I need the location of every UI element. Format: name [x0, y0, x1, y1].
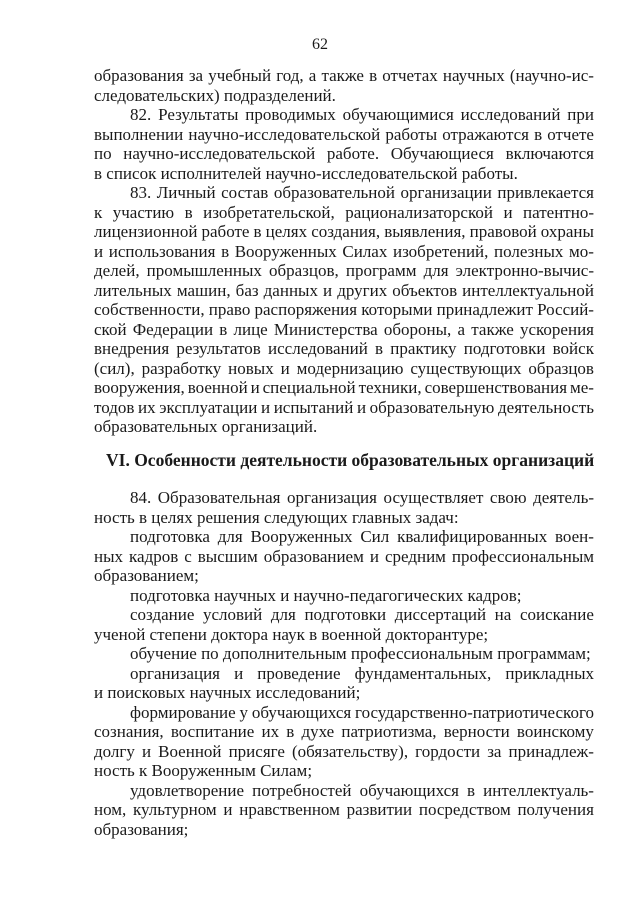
paragraph [94, 105, 594, 183]
page-number: 62 [312, 36, 328, 53]
text-line: ность к Вооруженным Силам; [94, 761, 313, 780]
paragraph [94, 703, 594, 781]
section-heading: VI. Особенности деятельности образовательных организаций [106, 449, 595, 470]
text-line: ном, культурном и нравственном развитии посредством получения [94, 800, 594, 819]
text-line: подготовка научных и научно-педагогических кадров; [130, 585, 522, 605]
paragraph [94, 586, 594, 606]
text-line: ность в целях решения следующих главных задач: [94, 507, 459, 527]
text-line: 84. Образовательная организация осуществляет свою деятель- [130, 488, 594, 507]
text-line: образовательных организаций. [94, 417, 318, 436]
text-line: внедрения результатов исследований в практику подготовки войск [94, 339, 594, 358]
text-line: делей, промышленных образцов, программ для электронно-вычис- [94, 261, 594, 280]
text-line: ученой степени доктора наук в военной докторантуре; [94, 624, 489, 644]
paragraph [94, 527, 594, 586]
text-line: по научно-исследовательской работе. Обучающиеся включаются [94, 144, 594, 163]
text-line: долгу и Военной присяге (обязательству), гордости за принадлеж- [94, 741, 594, 761]
text-line: образования за учебный год, а также в отчетах научных (научно-ис- [94, 66, 594, 85]
paragraph [94, 488, 594, 527]
text-line: удовлетворение потребностей обучающихся в интеллектуаль- [130, 780, 594, 800]
text-line: тодов их эксплуатации и испытаний и образовательную деятельность [94, 397, 594, 417]
text-line: сознания, воспитание их в духе патриотизма, верности воинскому [94, 722, 594, 741]
text-line: образованием; [94, 566, 199, 585]
text-line: 83. Личный состав образовательной организации привлекается [130, 183, 594, 202]
text-line: следовательских) подразделений. [94, 85, 336, 105]
text-line: вооружения, военной и специальной техники, совершенствования ме- [94, 378, 594, 397]
text-line: ской Федерации в лице Министерства обороны, а также ускорения [94, 319, 594, 339]
text-line: подготовка для Вооруженных Сил квалифицированных воен- [130, 527, 594, 546]
text-line: к участию в изобретательской, рационализаторской и патентно- [94, 202, 594, 222]
document-body [94, 66, 594, 839]
text-line: (сил), разработку новых и модернизацию существующих образцов [94, 358, 594, 378]
text-line: в список исполнителей научно-исследовательской работы. [94, 163, 518, 183]
text-line: формирование у обучающихся государственно-патриотического [130, 702, 594, 722]
paragraph [94, 644, 594, 664]
paragraph [94, 664, 594, 703]
text-line: собственности, право распоряжения которыми принадлежит Россий- [94, 300, 594, 319]
text-line: 82. Результаты проводимых обучающимися исследований при [130, 105, 594, 124]
text-line: ных кадров с высшим образованием и средним профессиональным [94, 546, 594, 566]
text-line: и поисковых научных исследований; [94, 683, 361, 702]
paragraph [94, 66, 594, 105]
text-line: организация и проведение фундаментальных, прикладных [130, 663, 594, 683]
text-line: создание условий для подготовки диссертаций на соискание [130, 605, 594, 624]
text-line: и использования в Вооруженных Силах изобретений, полезных мо- [94, 241, 594, 261]
text-line: лительных машин, баз данных и других объектов интеллектуальной [94, 280, 594, 300]
text-line: обучение по дополнительным профессиональным программам; [130, 644, 591, 663]
text-line: выполнении научно-исследовательской работы отражаются в отчете [94, 124, 594, 144]
text-line: образования; [94, 819, 189, 839]
text-line: лицензионной работе в целях создания, выявления, правовой охраны [94, 222, 594, 241]
paragraph [94, 781, 594, 840]
paragraph [94, 183, 594, 437]
paragraph [94, 605, 594, 644]
